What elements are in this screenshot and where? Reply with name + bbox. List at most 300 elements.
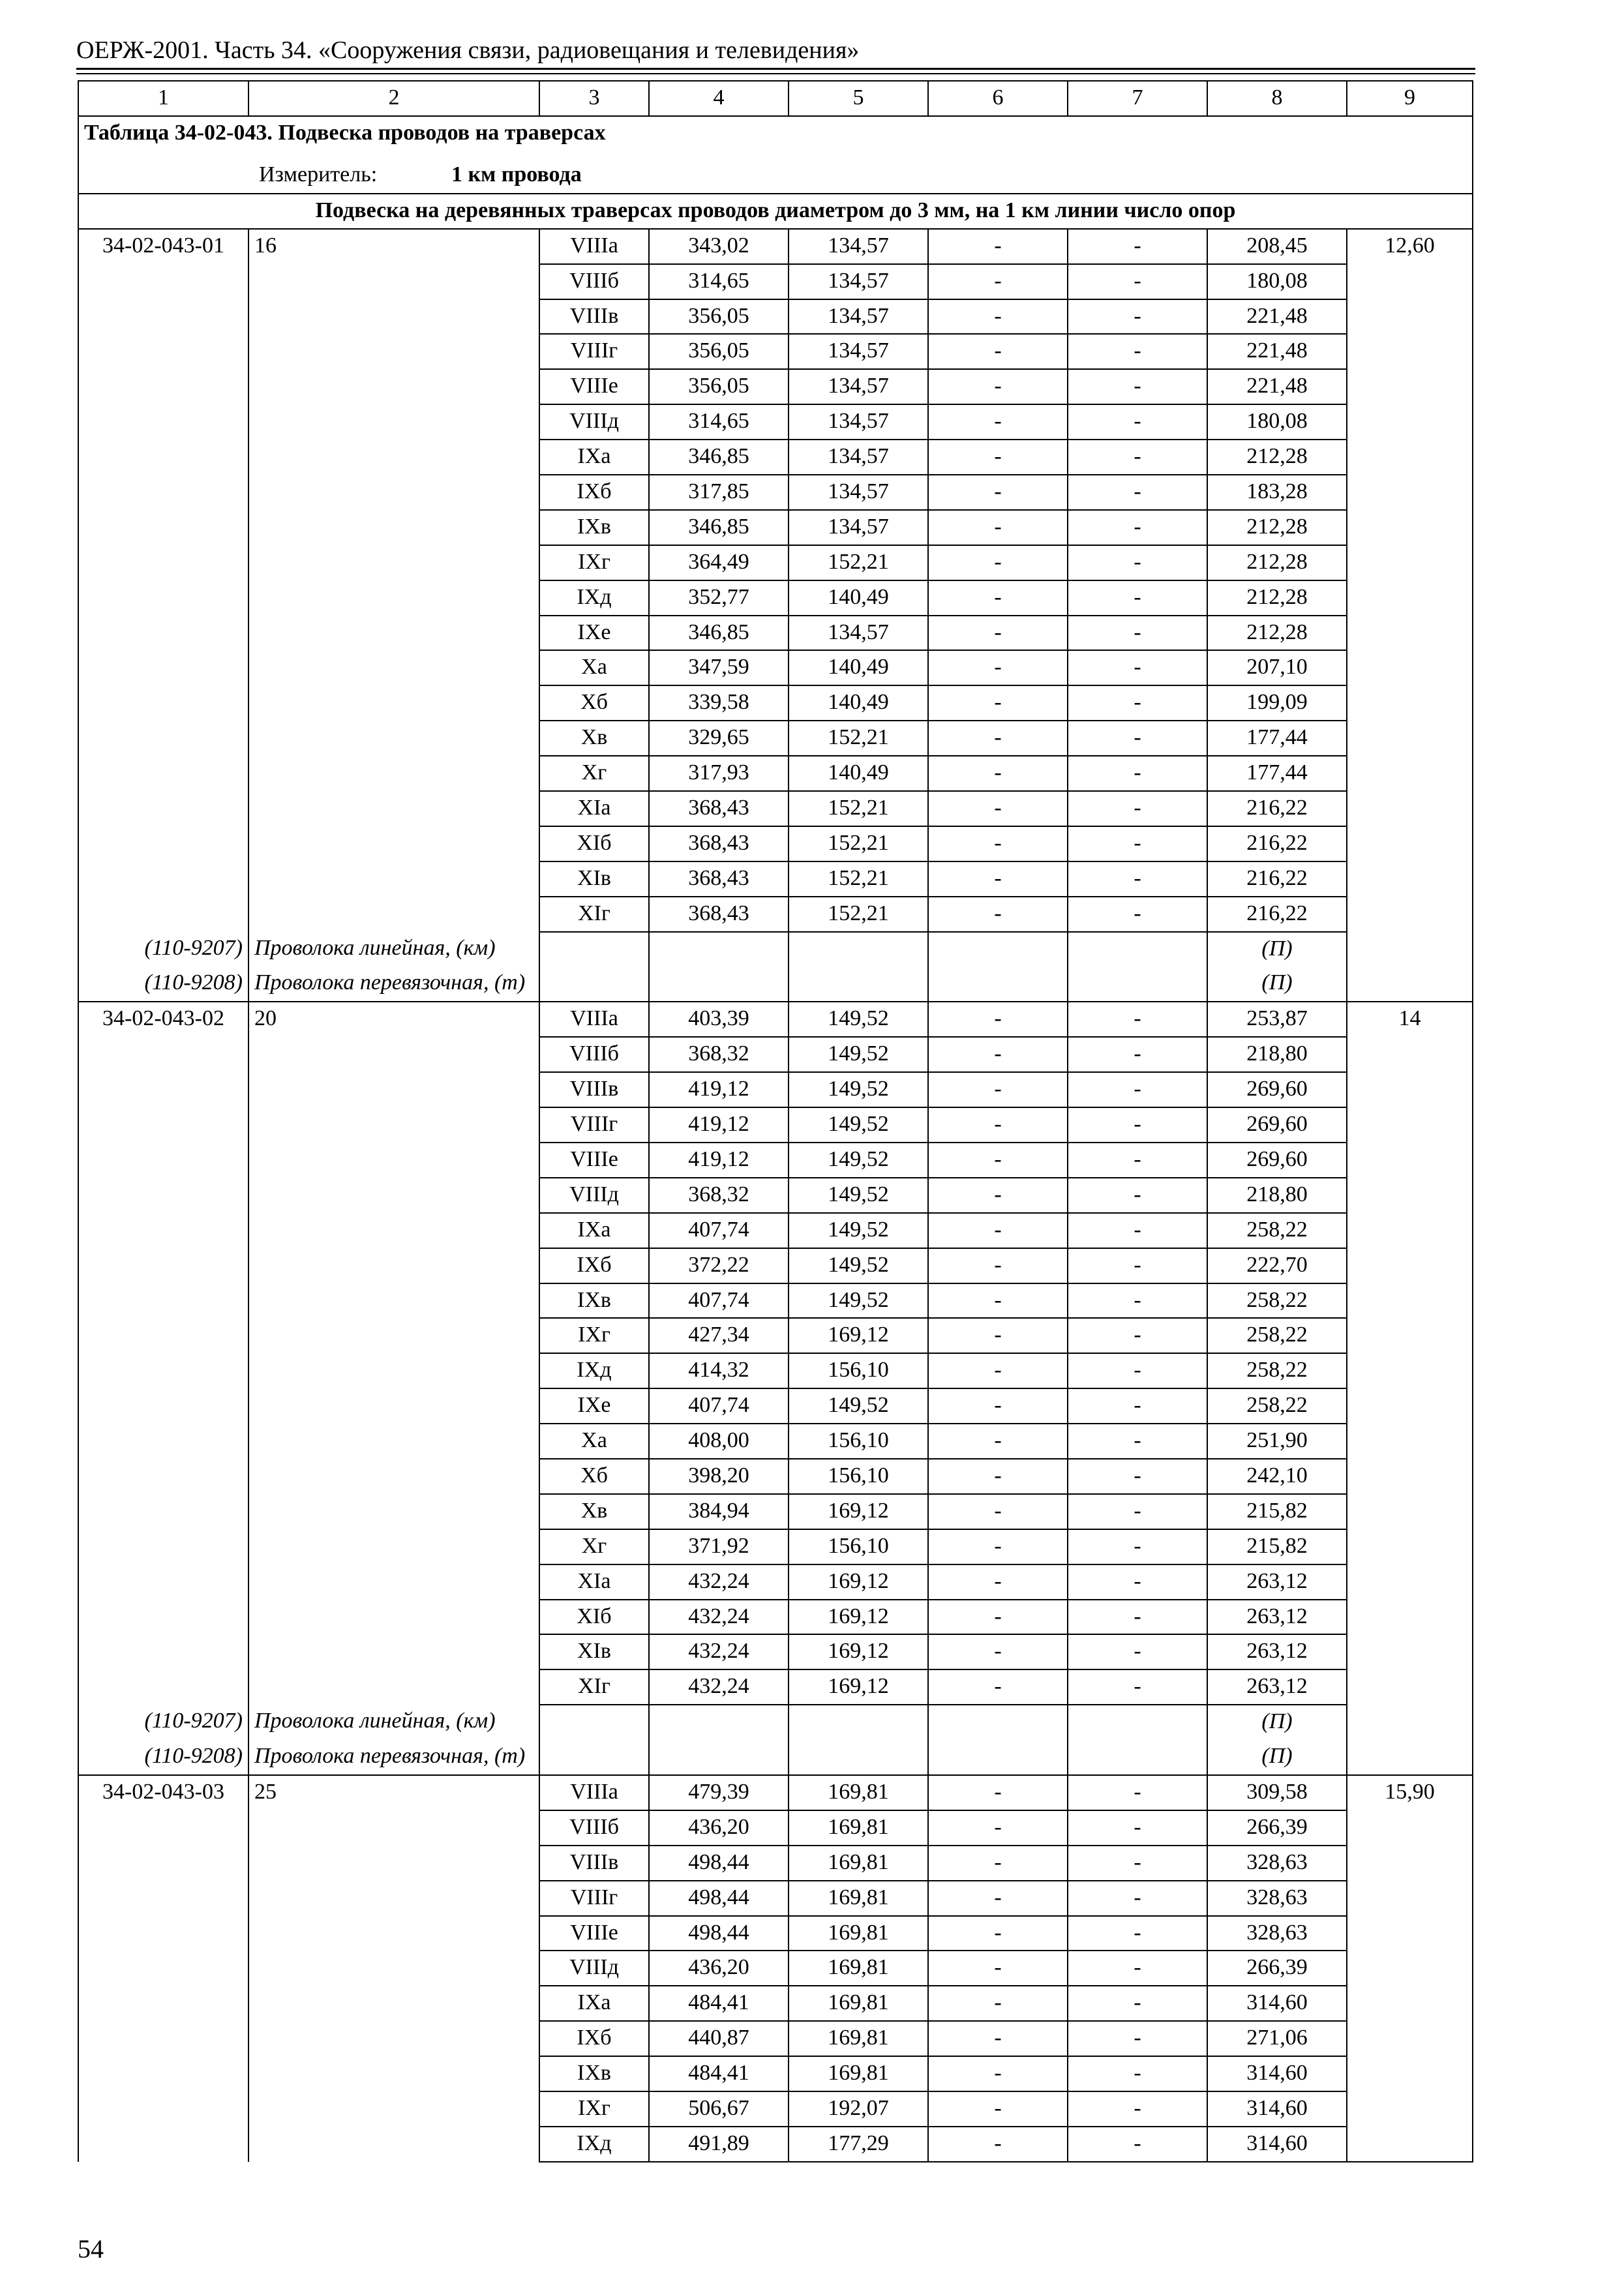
value-cell: 149,52 — [789, 1143, 928, 1178]
section-title-row — [78, 194, 1473, 229]
value-cell: 169,12 — [789, 1600, 928, 1635]
value-cell: 432,24 — [649, 1564, 789, 1600]
value-cell: 271,06 — [1207, 2021, 1347, 2056]
value-cell: 309,58 — [1207, 1775, 1347, 1810]
value-cell: 419,12 — [649, 1072, 789, 1107]
value-cell: 152,21 — [789, 826, 928, 861]
value-cell: 328,63 — [1207, 1881, 1347, 1916]
value-cell: 169,81 — [789, 2056, 928, 2091]
col9-value: 12,60 — [1347, 229, 1473, 1002]
region-cell: VIIIб — [539, 1037, 649, 1072]
empty-cell — [649, 1740, 789, 1775]
value-cell: - — [928, 1564, 1068, 1600]
value-cell: 169,81 — [789, 1986, 928, 2021]
value-cell: 169,12 — [789, 1494, 928, 1529]
region-cell: Xа — [539, 1424, 649, 1459]
value-cell: - — [1068, 2127, 1207, 2162]
column-number: 1 — [78, 81, 248, 116]
empty-cell — [539, 966, 649, 1002]
value-cell: - — [928, 299, 1068, 335]
region-cell: VIIIв — [539, 1072, 649, 1107]
value-cell: 484,41 — [649, 2056, 789, 2091]
empty-cell — [928, 1740, 1068, 1775]
value-cell: 491,89 — [649, 2127, 789, 2162]
value-cell: 215,82 — [1207, 1494, 1347, 1529]
value-cell: 314,60 — [1207, 1986, 1347, 2021]
value-cell: - — [1068, 1846, 1207, 1881]
value-cell: 258,22 — [1207, 1353, 1347, 1388]
value-cell: 356,05 — [649, 299, 789, 335]
value-cell: - — [928, 756, 1068, 791]
rate-code: 34-02-043-03 — [78, 1775, 248, 2162]
value-cell: 134,57 — [789, 299, 928, 335]
measure-value: 1 км провода — [451, 162, 582, 187]
value-cell: 192,07 — [789, 2091, 928, 2127]
region-cell: Xа — [539, 650, 649, 685]
value-cell: 368,32 — [649, 1037, 789, 1072]
value-cell: 149,52 — [789, 1248, 928, 1283]
value-cell: - — [928, 616, 1068, 651]
value-cell: 343,02 — [649, 229, 789, 264]
value-cell: - — [928, 440, 1068, 475]
value-cell: 218,80 — [1207, 1178, 1347, 1213]
value-cell: 368,43 — [649, 897, 789, 932]
region-cell: XIа — [539, 791, 649, 826]
region-cell: VIIIг — [539, 1107, 649, 1143]
value-cell: 419,12 — [649, 1107, 789, 1143]
value-cell: 169,81 — [789, 2021, 928, 2056]
region-cell: Xв — [539, 1494, 649, 1529]
region-cell: VIIIб — [539, 264, 649, 299]
value-cell: 156,10 — [789, 1459, 928, 1494]
region-cell: IXв — [539, 2056, 649, 2091]
column-number: 5 — [789, 81, 928, 116]
value-cell: 329,65 — [649, 721, 789, 756]
value-cell: - — [1068, 1318, 1207, 1353]
value-cell: 134,57 — [789, 369, 928, 404]
value-cell: 216,22 — [1207, 791, 1347, 826]
value-cell: 149,52 — [789, 1283, 928, 1319]
value-cell: 347,59 — [649, 650, 789, 685]
column-number: 7 — [1068, 81, 1207, 116]
value-cell: 314,65 — [649, 404, 789, 440]
value-cell: 346,85 — [649, 510, 789, 545]
region-cell: IXа — [539, 440, 649, 475]
material-name: Проволока линейная, (км) — [248, 1705, 539, 1740]
region-cell: Xб — [539, 685, 649, 721]
value-cell: - — [928, 1459, 1068, 1494]
support-count: 16 — [248, 229, 539, 932]
value-cell: - — [1068, 1881, 1207, 1916]
region-cell: Xв — [539, 721, 649, 756]
value-cell: - — [928, 1669, 1068, 1705]
value-cell: 419,12 — [649, 1143, 789, 1178]
region-cell: XIа — [539, 1564, 649, 1600]
value-cell: - — [1068, 1810, 1207, 1846]
value-cell: - — [1068, 721, 1207, 756]
value-cell: 149,52 — [789, 1178, 928, 1213]
material-unit: (П) — [1207, 966, 1347, 1002]
region-cell: Xг — [539, 756, 649, 791]
value-cell: - — [928, 1353, 1068, 1388]
value-cell: 156,10 — [789, 1529, 928, 1564]
value-cell: - — [928, 510, 1068, 545]
column-number: 2 — [248, 81, 539, 116]
empty-cell — [539, 1740, 649, 1775]
value-cell: 177,44 — [1207, 756, 1347, 791]
region-cell: VIIIе — [539, 1916, 649, 1951]
table-row — [78, 1775, 1473, 1810]
value-cell: - — [1068, 1178, 1207, 1213]
value-cell: 317,85 — [649, 475, 789, 510]
rates-table — [78, 80, 1473, 2162]
value-cell: - — [1068, 1283, 1207, 1319]
value-cell: - — [1068, 1002, 1207, 1037]
value-cell: 352,77 — [649, 580, 789, 616]
value-cell: 263,12 — [1207, 1669, 1347, 1705]
value-cell: - — [928, 650, 1068, 685]
value-cell: - — [1068, 861, 1207, 897]
value-cell: 498,44 — [649, 1881, 789, 1916]
value-cell: - — [928, 1002, 1068, 1037]
material-unit: (П) — [1207, 1705, 1347, 1740]
value-cell: 169,81 — [789, 1810, 928, 1846]
value-cell: 356,05 — [649, 334, 789, 369]
value-cell: 403,39 — [649, 1002, 789, 1037]
value-cell: 506,67 — [649, 2091, 789, 2127]
region-cell: VIIIа — [539, 1002, 649, 1037]
value-cell: - — [928, 826, 1068, 861]
value-cell: 177,29 — [789, 2127, 928, 2162]
value-cell: - — [1068, 404, 1207, 440]
value-cell: - — [928, 1846, 1068, 1881]
value-cell: - — [928, 1810, 1068, 1846]
value-cell: - — [1068, 2021, 1207, 2056]
value-cell: 216,22 — [1207, 861, 1347, 897]
value-cell: - — [928, 334, 1068, 369]
value-cell: 339,58 — [649, 685, 789, 721]
value-cell: - — [928, 1283, 1068, 1319]
material-name: Проволока линейная, (км) — [248, 932, 539, 967]
value-cell: 134,57 — [789, 440, 928, 475]
value-cell: - — [928, 1143, 1068, 1178]
value-cell: - — [1068, 264, 1207, 299]
value-cell: 346,85 — [649, 616, 789, 651]
header-rule-secondary — [76, 73, 1475, 74]
value-cell: - — [928, 2127, 1068, 2162]
region-cell: VIIIб — [539, 1810, 649, 1846]
value-cell: 407,74 — [649, 1283, 789, 1319]
value-cell: 216,22 — [1207, 826, 1347, 861]
value-cell: 269,60 — [1207, 1143, 1347, 1178]
support-count: 25 — [248, 1775, 539, 2162]
value-cell: 140,49 — [789, 685, 928, 721]
value-cell: - — [928, 1072, 1068, 1107]
value-cell: 149,52 — [789, 1107, 928, 1143]
value-cell: 346,85 — [649, 440, 789, 475]
region-cell: IXа — [539, 1986, 649, 2021]
value-cell: - — [1068, 1669, 1207, 1705]
value-cell: - — [1068, 1634, 1207, 1669]
value-cell: 149,52 — [789, 1213, 928, 1248]
value-cell: 317,93 — [649, 756, 789, 791]
empty-cell — [789, 966, 928, 1002]
value-cell: 134,57 — [789, 264, 928, 299]
value-cell: 207,10 — [1207, 650, 1347, 685]
measure-label: Измеритель: — [259, 162, 378, 187]
value-cell: - — [928, 1248, 1068, 1283]
value-cell: 253,87 — [1207, 1002, 1347, 1037]
column-number-row — [78, 81, 1473, 116]
region-cell: XIг — [539, 1669, 649, 1705]
value-cell: - — [1068, 1424, 1207, 1459]
value-cell: 152,21 — [789, 545, 928, 580]
value-cell: 258,22 — [1207, 1318, 1347, 1353]
material-name: Проволока перевязочная, (т) — [248, 966, 539, 1002]
value-cell: - — [1068, 1494, 1207, 1529]
value-cell: 134,57 — [789, 616, 928, 651]
value-cell: - — [928, 1986, 1068, 2021]
value-cell: 169,81 — [789, 1881, 928, 1916]
material-name: Проволока перевязочная, (т) — [248, 1740, 539, 1775]
value-cell: 364,49 — [649, 545, 789, 580]
region-cell: IXд — [539, 1353, 649, 1388]
value-cell: 169,81 — [789, 1916, 928, 1951]
value-cell: 222,70 — [1207, 1248, 1347, 1283]
value-cell: 242,10 — [1207, 1459, 1347, 1494]
value-cell: - — [1068, 1037, 1207, 1072]
value-cell: 152,21 — [789, 897, 928, 932]
value-cell: 498,44 — [649, 1846, 789, 1881]
empty-cell — [649, 932, 789, 967]
value-cell: - — [1068, 2056, 1207, 2091]
value-cell: - — [1068, 475, 1207, 510]
empty-cell — [928, 1705, 1068, 1740]
value-cell: 169,12 — [789, 1669, 928, 1705]
region-cell: IXг — [539, 545, 649, 580]
material-unit: (П) — [1207, 932, 1347, 967]
value-cell: 140,49 — [789, 756, 928, 791]
value-cell: - — [928, 1213, 1068, 1248]
value-cell: 149,52 — [789, 1002, 928, 1037]
empty-cell — [789, 932, 928, 967]
value-cell: 152,21 — [789, 791, 928, 826]
value-cell: 372,22 — [649, 1248, 789, 1283]
value-cell: 169,81 — [789, 1775, 928, 1810]
value-cell: 134,57 — [789, 475, 928, 510]
value-cell: - — [1068, 1459, 1207, 1494]
value-cell: 156,10 — [789, 1353, 928, 1388]
value-cell: 221,48 — [1207, 334, 1347, 369]
empty-cell — [928, 966, 1068, 1002]
material-row — [78, 932, 1473, 967]
value-cell: 208,45 — [1207, 229, 1347, 264]
value-cell: - — [1068, 1775, 1207, 1810]
value-cell: 169,81 — [789, 1951, 928, 1986]
value-cell: 221,48 — [1207, 369, 1347, 404]
region-cell: VIIIе — [539, 1143, 649, 1178]
value-cell: 263,12 — [1207, 1634, 1347, 1669]
page-number: 54 — [78, 2234, 104, 2264]
column-number: 4 — [649, 81, 789, 116]
value-cell: - — [928, 264, 1068, 299]
value-cell: - — [928, 1916, 1068, 1951]
empty-cell — [649, 966, 789, 1002]
region-cell: IXа — [539, 1213, 649, 1248]
value-cell: 398,20 — [649, 1459, 789, 1494]
value-cell: - — [928, 1107, 1068, 1143]
value-cell: 368,43 — [649, 826, 789, 861]
empty-cell — [789, 1740, 928, 1775]
region-cell: IXв — [539, 510, 649, 545]
value-cell: 258,22 — [1207, 1213, 1347, 1248]
value-cell: - — [928, 721, 1068, 756]
value-cell: 432,24 — [649, 1669, 789, 1705]
table-title: Таблица 34-02-043. Подвеска проводов на траверсах — [78, 116, 1473, 158]
value-cell: 134,57 — [789, 510, 928, 545]
column-number: 9 — [1347, 81, 1473, 116]
value-cell: - — [1068, 1072, 1207, 1107]
value-cell: 269,60 — [1207, 1072, 1347, 1107]
value-cell: 169,12 — [789, 1564, 928, 1600]
value-cell: 269,60 — [1207, 1107, 1347, 1143]
table-title-row — [78, 116, 1473, 158]
value-cell: - — [928, 1037, 1068, 1072]
empty-cell — [539, 1705, 649, 1740]
value-cell: - — [928, 1881, 1068, 1916]
region-cell: IXг — [539, 2091, 649, 2127]
empty-cell — [1068, 1740, 1207, 1775]
value-cell: 149,52 — [789, 1072, 928, 1107]
region-cell: IXе — [539, 616, 649, 651]
value-cell: - — [1068, 1107, 1207, 1143]
value-cell: 258,22 — [1207, 1283, 1347, 1319]
value-cell: 180,08 — [1207, 264, 1347, 299]
value-cell: 314,65 — [649, 264, 789, 299]
value-cell: - — [1068, 510, 1207, 545]
value-cell: - — [928, 229, 1068, 264]
measure-row — [78, 158, 1473, 194]
value-cell: 498,44 — [649, 1916, 789, 1951]
measure-cell — [78, 158, 1473, 194]
value-cell: 134,57 — [789, 334, 928, 369]
value-cell: - — [928, 2021, 1068, 2056]
value-cell: 212,28 — [1207, 510, 1347, 545]
value-cell: 183,28 — [1207, 475, 1347, 510]
value-cell: 169,12 — [789, 1634, 928, 1669]
value-cell: 356,05 — [649, 369, 789, 404]
value-cell: - — [1068, 334, 1207, 369]
value-cell: 169,12 — [789, 1318, 928, 1353]
empty-cell — [789, 1705, 928, 1740]
value-cell: 314,60 — [1207, 2056, 1347, 2091]
column-number: 6 — [928, 81, 1068, 116]
value-cell: - — [1068, 440, 1207, 475]
empty-cell — [1068, 966, 1207, 1002]
table-row — [78, 229, 1473, 264]
value-cell: 314,60 — [1207, 2091, 1347, 2127]
value-cell: 140,49 — [789, 580, 928, 616]
value-cell: - — [928, 861, 1068, 897]
material-row — [78, 966, 1473, 1002]
value-cell: - — [1068, 1916, 1207, 1951]
value-cell: - — [928, 2056, 1068, 2091]
value-cell: 212,28 — [1207, 580, 1347, 616]
value-cell: - — [928, 791, 1068, 826]
value-cell: - — [1068, 545, 1207, 580]
value-cell: 484,41 — [649, 1986, 789, 2021]
material-row — [78, 1705, 1473, 1740]
value-cell: 440,87 — [649, 2021, 789, 2056]
value-cell: 251,90 — [1207, 1424, 1347, 1459]
region-cell: Xг — [539, 1529, 649, 1564]
region-cell: IXб — [539, 475, 649, 510]
value-cell: - — [1068, 299, 1207, 335]
value-cell: 368,43 — [649, 861, 789, 897]
value-cell: - — [1068, 1951, 1207, 1986]
region-cell: IXб — [539, 1248, 649, 1283]
value-cell: - — [1068, 1248, 1207, 1283]
value-cell: 436,20 — [649, 1810, 789, 1846]
region-cell: VIIIг — [539, 334, 649, 369]
material-row — [78, 1740, 1473, 1775]
material-code: (110-9207) — [78, 1705, 248, 1740]
col9-value: 14 — [1347, 1002, 1473, 1775]
value-cell: - — [928, 545, 1068, 580]
value-cell: - — [1068, 1986, 1207, 2021]
value-cell: 432,24 — [649, 1600, 789, 1635]
value-cell: 212,28 — [1207, 545, 1347, 580]
value-cell: 215,82 — [1207, 1529, 1347, 1564]
section-title: Подвеска на деревянных траверсах проводов диаметром до 3 мм, на 1 км линии число опор — [78, 194, 1473, 229]
value-cell: - — [928, 1318, 1068, 1353]
value-cell: 328,63 — [1207, 1846, 1347, 1881]
empty-cell — [649, 1705, 789, 1740]
value-cell: 152,21 — [789, 721, 928, 756]
value-cell: 407,74 — [649, 1213, 789, 1248]
value-cell: - — [928, 1634, 1068, 1669]
value-cell: - — [1068, 369, 1207, 404]
region-cell: VIIIв — [539, 299, 649, 335]
value-cell: 177,44 — [1207, 721, 1347, 756]
empty-cell — [1068, 932, 1207, 967]
value-cell: - — [928, 1951, 1068, 1986]
column-number: 8 — [1207, 81, 1347, 116]
empty-cell — [1068, 1705, 1207, 1740]
region-cell: XIб — [539, 826, 649, 861]
region-cell: IXг — [539, 1318, 649, 1353]
value-cell: 134,57 — [789, 229, 928, 264]
value-cell: 216,22 — [1207, 897, 1347, 932]
region-cell: IXе — [539, 1388, 649, 1424]
value-cell: 156,10 — [789, 1424, 928, 1459]
value-cell: - — [928, 1388, 1068, 1424]
region-cell: Xб — [539, 1459, 649, 1494]
value-cell: - — [928, 1178, 1068, 1213]
value-cell: 152,21 — [789, 861, 928, 897]
value-cell: 140,49 — [789, 650, 928, 685]
value-cell: - — [1068, 1143, 1207, 1178]
rate-code: 34-02-043-01 — [78, 229, 248, 932]
value-cell: 266,39 — [1207, 1951, 1347, 1986]
region-cell: VIIIв — [539, 1846, 649, 1881]
value-cell: - — [928, 685, 1068, 721]
value-cell: 218,80 — [1207, 1037, 1347, 1072]
value-cell: 408,00 — [649, 1424, 789, 1459]
value-cell: - — [928, 897, 1068, 932]
value-cell: 328,63 — [1207, 1916, 1347, 1951]
region-cell: IXд — [539, 580, 649, 616]
